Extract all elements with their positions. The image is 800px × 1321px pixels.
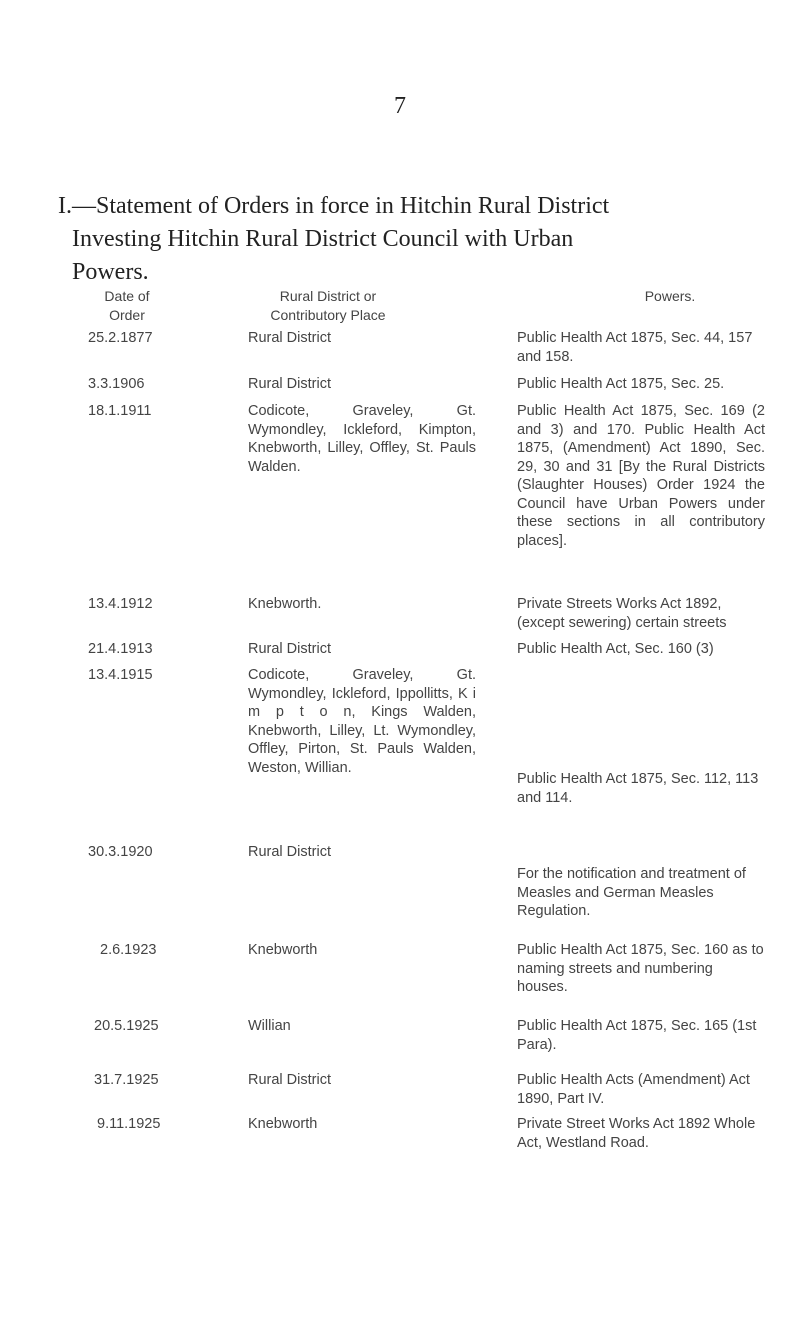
header-place-line-1: Rural District or [279, 288, 377, 304]
header-powers: Powers. [644, 288, 696, 304]
header-place [248, 287, 408, 325]
order-date: 30.3.1920 [88, 844, 153, 860]
order-date: 21.4.1913 [88, 641, 153, 657]
powers-cell: For the notification and treatment of Measles and German Measles Regulation. [517, 866, 746, 919]
place-cell: Knebworth [248, 1116, 318, 1132]
place-cell: Rural District [248, 1072, 331, 1088]
order-date: 13.4.1912 [88, 596, 153, 612]
order-date: 2.6.1923 [100, 942, 157, 958]
place-cell: Willian [248, 1018, 291, 1034]
place-cell: Knebworth [248, 942, 318, 958]
powers-cell: Public Health Act 1875, Sec. 160 as to naming streets and numbering houses. [517, 942, 764, 995]
header-place-line-2: Contributory Place [270, 307, 386, 323]
powers-cell: Public Health Act 1875, Sec. 169 (2 and 3) and 170. Public Health Act 1875, (Amendment) Act 1890, Sec. 29, 30 and 31 [By the Rural Districts (Slaughter Houses) Order 1924 the Council have Urban Powers under these sections in all contributory places]. [517, 403, 765, 549]
place-cell: Rural District [248, 844, 331, 860]
title-line-1: I.—Statement of Orders in force in Hitchin Rural District [58, 193, 610, 219]
place-cell: Knebworth. [248, 596, 322, 612]
header-date [88, 287, 166, 325]
order-date: 3.3.1906 [88, 376, 145, 392]
powers-cell: Public Health Acts (Amendment) Act 1890, Part IV. [517, 1072, 750, 1107]
place-cell: Codicote, Graveley, Gt. Wymondley, Ickleford, Ippollitts, K i m p t o n, Kings Walden, Knebworth, Lilley, Lt. Wymondley, Offley, Pirton, St. Pauls Walden, Weston, Willian. [248, 667, 476, 776]
powers-cell: Private Street Works Act 1892 Whole Act, Westland Road. [517, 1116, 756, 1151]
powers-cell: Public Health Act 1875, Sec. 25. [517, 376, 725, 392]
header-date-line-2: Order [109, 307, 145, 323]
order-date: 9.11.1925 [97, 1116, 161, 1132]
powers-cell: Public Health Act 1875, Sec. 165 (1st Para). [517, 1018, 757, 1053]
powers-cell: Public Health Act 1875, Sec. 112, 113 and 114. [517, 771, 759, 806]
order-date: 13.4.1915 [88, 667, 153, 683]
title-line-3: Powers. [72, 259, 149, 285]
powers-cell: Public Health Act, Sec. 160 (3) [517, 641, 714, 657]
header-date-line-1: Date of [104, 288, 150, 304]
order-date: 31.7.1925 [94, 1072, 159, 1088]
powers-cell: Public Health Act 1875, Sec. 44, 157 and 158. [517, 330, 753, 365]
order-date: 20.5.1925 [94, 1018, 159, 1034]
page-title [58, 190, 772, 289]
place-cell: Codicote, Graveley, Gt. Wymondley, Ickleford, Kimpton, Knebworth, Lilley, Offley, St. Pauls Walden. [248, 403, 476, 475]
order-date: 18.1.1911 [88, 403, 152, 419]
page-number: 7 [394, 93, 406, 119]
order-date: 25.2.1877 [88, 330, 153, 346]
place-cell: Rural District [248, 376, 331, 392]
place-cell: Rural District [248, 641, 331, 657]
powers-cell: Private Streets Works Act 1892, (except sewering) certain streets [517, 596, 727, 631]
title-line-2: Investing Hitchin Rural District Council with Urban [72, 226, 574, 252]
place-cell: Rural District [248, 330, 331, 346]
